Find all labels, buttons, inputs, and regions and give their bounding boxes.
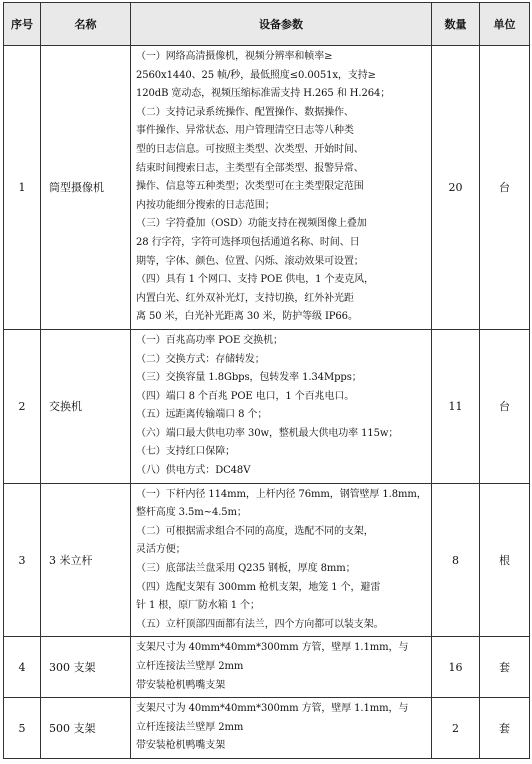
row-qty: 20 — [432, 46, 480, 330]
spec-line: 整杆高度 3.5m~4.5m； — [136, 507, 247, 519]
row-seq: 2 — [4, 329, 41, 483]
header-qty: 数量 — [432, 3, 480, 46]
row-unit: 根 — [480, 483, 530, 637]
spec-line: 离 50 米，白光补光距离 30 米，防护等级 IP66。 — [136, 311, 358, 323]
row-qty: 16 — [432, 637, 480, 698]
row-spec — [131, 483, 432, 637]
spec-line: 内按功能细分搜索的日志范围； — [136, 199, 275, 211]
row-spec — [131, 698, 432, 759]
row-name: 300 支架 — [41, 637, 131, 698]
row-qty: 8 — [432, 483, 480, 637]
row-name: 3 米立杆 — [41, 483, 131, 637]
spec-line: 立杆连接法兰壁厚 2mm — [136, 721, 244, 733]
table-row — [4, 329, 530, 483]
spec-line: 内置白光、红外双补光灯，支持切换，红外补光距 — [136, 292, 354, 304]
spec-line: （三）交换容量 1.8Gbps，包转发率 1.34Mpps； — [136, 372, 362, 384]
row-seq: 1 — [4, 46, 41, 330]
row-qty: 2 — [432, 698, 480, 759]
spec-line: （一）网络高清摄像机，视频分辨率和帧率≥ — [136, 51, 333, 62]
table-row — [4, 637, 530, 698]
spec-line: （三）底部法兰盘采用 Q235 钢板，厚度 8mm； — [136, 563, 356, 575]
row-seq: 3 — [4, 483, 41, 637]
spec-line: 立杆连接法兰壁厚 2mm — [136, 661, 244, 672]
header-unit: 单位 — [480, 3, 530, 46]
header-seq: 序号 — [4, 3, 41, 46]
spec-line: （四）具有 1 个网口、支持 POE 供电，1 个麦克风， — [136, 274, 374, 286]
table-row — [4, 483, 530, 637]
spec-line: 28 行字符，字符可选择项包括通道名称、时间、日 — [136, 236, 360, 248]
header-spec: 设备参数 — [131, 3, 432, 46]
row-seq: 4 — [4, 637, 41, 698]
spec-line: 灵活方便； — [136, 544, 186, 556]
row-qty: 11 — [432, 329, 480, 483]
spec-line: （四）选配支架有 300mm 枪机支架，地笼 1 个，避雷 — [136, 581, 381, 593]
spec-line: 带安装枪机鸭嘴支架 — [136, 740, 226, 752]
spec-line: 型的日志信息。可按照主类型、次类型、开始时间、 — [136, 143, 364, 155]
row-name: 筒型摄像机 — [41, 46, 131, 330]
spec-line: 支架尺寸为 40mm*40mm*300mm 方管，壁厚 1.1mm，与 — [136, 703, 409, 715]
spec-line: （四）端口 8 个百兆 POE 电口，1 个百兆电口。 — [136, 390, 355, 402]
row-name: 500 支架 — [41, 698, 131, 759]
row-unit: 台 — [480, 329, 530, 483]
spec-line: 操作、信息等五种类型；次类型可在主类型限定范围 — [136, 181, 364, 193]
spec-line: （二）交换方式：存储转发； — [136, 353, 265, 365]
spec-line: 事件操作、异常状态、用户管理清空日志等八种类 — [136, 125, 354, 137]
spec-line: （五）远距离传输端口 8 个； — [136, 409, 268, 421]
row-unit: 台 — [480, 46, 530, 330]
row-unit: 套 — [480, 637, 530, 698]
spec-line: （二）支持记录系统操作、配置操作、数据操作、 — [136, 106, 354, 118]
spec-line: 带安装枪机鸭嘴支架 — [136, 679, 226, 691]
table-row — [4, 698, 530, 759]
spec-line: （三）字符叠加（OSD）功能支持在视频图像上叠加 — [136, 218, 367, 230]
row-spec — [131, 329, 432, 483]
equipment-spec-table — [3, 2, 530, 759]
spec-line: 结束时间搜索日志，主类型有全部类型、报警异常、 — [136, 162, 364, 174]
header-name: 名称 — [41, 3, 131, 46]
spec-line: 支架尺寸为 40mm*40mm*300mm 方管，壁厚 1.1mm，与 — [136, 642, 409, 654]
spec-line: （五）立杆顶部四面都有法兰，四个方向都可以装支架。 — [136, 618, 384, 630]
spec-line: （二）可根据需求组合不同的高度，选配不同的支架， — [136, 525, 374, 537]
spec-line: 期等，字体、颜色、位置、闪烁、滚动效果可设置； — [136, 255, 364, 267]
row-spec — [131, 637, 432, 698]
spec-line: （六）端口最大供电功率 30w，整机最大供电功率 115w； — [136, 427, 399, 439]
spec-line: （一）下杆内径 114mm，上杆内径 76mm，钢管壁厚 1.8mm， — [136, 488, 427, 500]
spec-line: 120dB 宽动态，视频压缩标准需支持 H.265 和 H.264； — [136, 88, 391, 100]
row-seq: 5 — [4, 698, 41, 759]
table-row — [4, 46, 530, 330]
spec-line: （八）供电方式：DC48V — [136, 465, 251, 477]
row-spec — [131, 46, 432, 330]
table-header-row — [4, 3, 530, 46]
spec-line: （一）百兆高功率 POE 交换机； — [136, 334, 283, 346]
spec-line: （七）支持红口保障； — [136, 446, 235, 458]
row-name: 交换机 — [41, 329, 131, 483]
row-unit: 套 — [480, 698, 530, 759]
spec-line: 2560x1440、25 帧/秒，最低照度≤0.0051x，支持≥ — [136, 69, 376, 81]
spec-line: 针 1 根，原厂防水箱 1 个； — [136, 600, 260, 612]
